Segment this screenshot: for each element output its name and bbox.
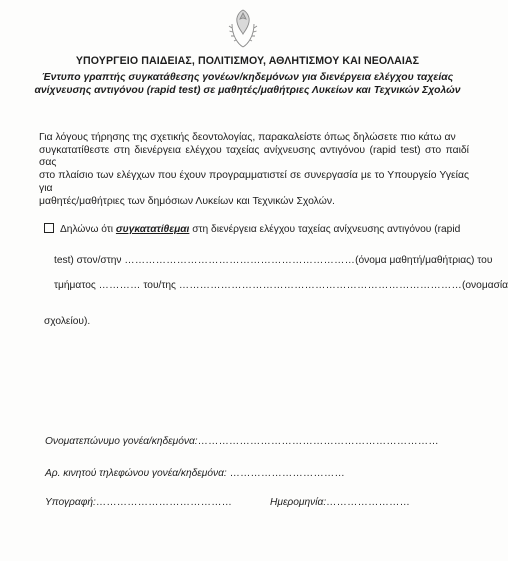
form-title-line-1: Έντυπο γραπτής συγκατάθεσης γονέων/κηδεμόνων για διενέργεια ελέγχου ταχείας <box>41 72 454 83</box>
parent-name-label: Ονοματεπώνυμο γονέα/κηδεμόνα: <box>45 436 198 447</box>
consent-line-2: test) στον/στην …………………………………………………………(όνομα μαθητή/μαθήτριας) του <box>54 255 493 266</box>
ministry-title: ΥΠΟΥΡΓΕΙΟ ΠΑΙΔΕΙΑΣ, ΠΟΛΙΤΙΣΜΟΥ, ΑΘΛΗΤΙΣΜΟΥ ΚΑΙ ΝΕΟΛΑΙΑΣ <box>75 55 420 67</box>
intro-paragraph <box>39 132 469 208</box>
date-row <box>270 497 410 508</box>
intro-line: συγκατατίθεστε στη διενέργεια ελέγχου ταχείας ανίχνευσης αντιγόνου (rapid test) στο παιδί σας <box>39 144 469 169</box>
document-header <box>20 55 475 97</box>
cyprus-emblem-icon <box>225 4 261 50</box>
consent-keyword: συγκατατίθεμαι <box>115 224 190 235</box>
class-field[interactable]: ………… <box>98 280 141 291</box>
consent-checkbox[interactable] <box>44 223 54 233</box>
signature-row <box>45 497 232 508</box>
consent-line-1: Δηλώνω ότι συγκατατίθεμαι στη διενέργεια ελέγχου ταχείας ανίχνευσης αντιγόνου (rapid <box>44 223 460 235</box>
school-name-field[interactable]: ……………………………………………………………………… <box>178 280 462 291</box>
intro-line: μαθητές/μαθήτριες των δημόσιων Λυκείων και Τεχνικών Σχολών. <box>39 195 335 207</box>
signature-field[interactable]: ………………………………… <box>95 497 233 508</box>
form-title-line-2: ανίχνευσης αντιγόνου (rapid test) σε μαθητές/μαθήτριες Λυκείων και Τεχνικών Σχολών <box>34 84 461 96</box>
phone-field[interactable]: …………………………… <box>229 468 345 479</box>
date-label: Ημερομηνία: <box>270 497 327 508</box>
student-name-field[interactable]: ………………………………………………………… <box>124 255 356 266</box>
signature-label: Υπογραφή: <box>45 497 96 508</box>
phone-row <box>45 468 345 479</box>
intro-line: στο πλαίσιο των ελέγχων που έχουν προγραμματιστεί σε συνεργασία με το Υπουργείο Υγείας για <box>39 170 469 194</box>
parent-name-row <box>45 436 439 447</box>
consent-line-3: τμήματος ………… του/της ………………………………………………………………………(ονομασία <box>54 280 508 291</box>
parent-name-field[interactable]: …………………………………………………………… <box>197 436 439 447</box>
consent-line-4: σχολείου). <box>44 316 91 327</box>
phone-label: Αρ. κινητού τηλεφώνου γονέα/κηδεμόνα: <box>45 468 227 479</box>
date-field[interactable]: …………………… <box>326 497 411 508</box>
intro-line: Για λόγους τήρησης της σχετικής δεοντολογίας, παρακαλείστε όπως δηλώσετε πιο κάτω αν <box>39 132 456 143</box>
